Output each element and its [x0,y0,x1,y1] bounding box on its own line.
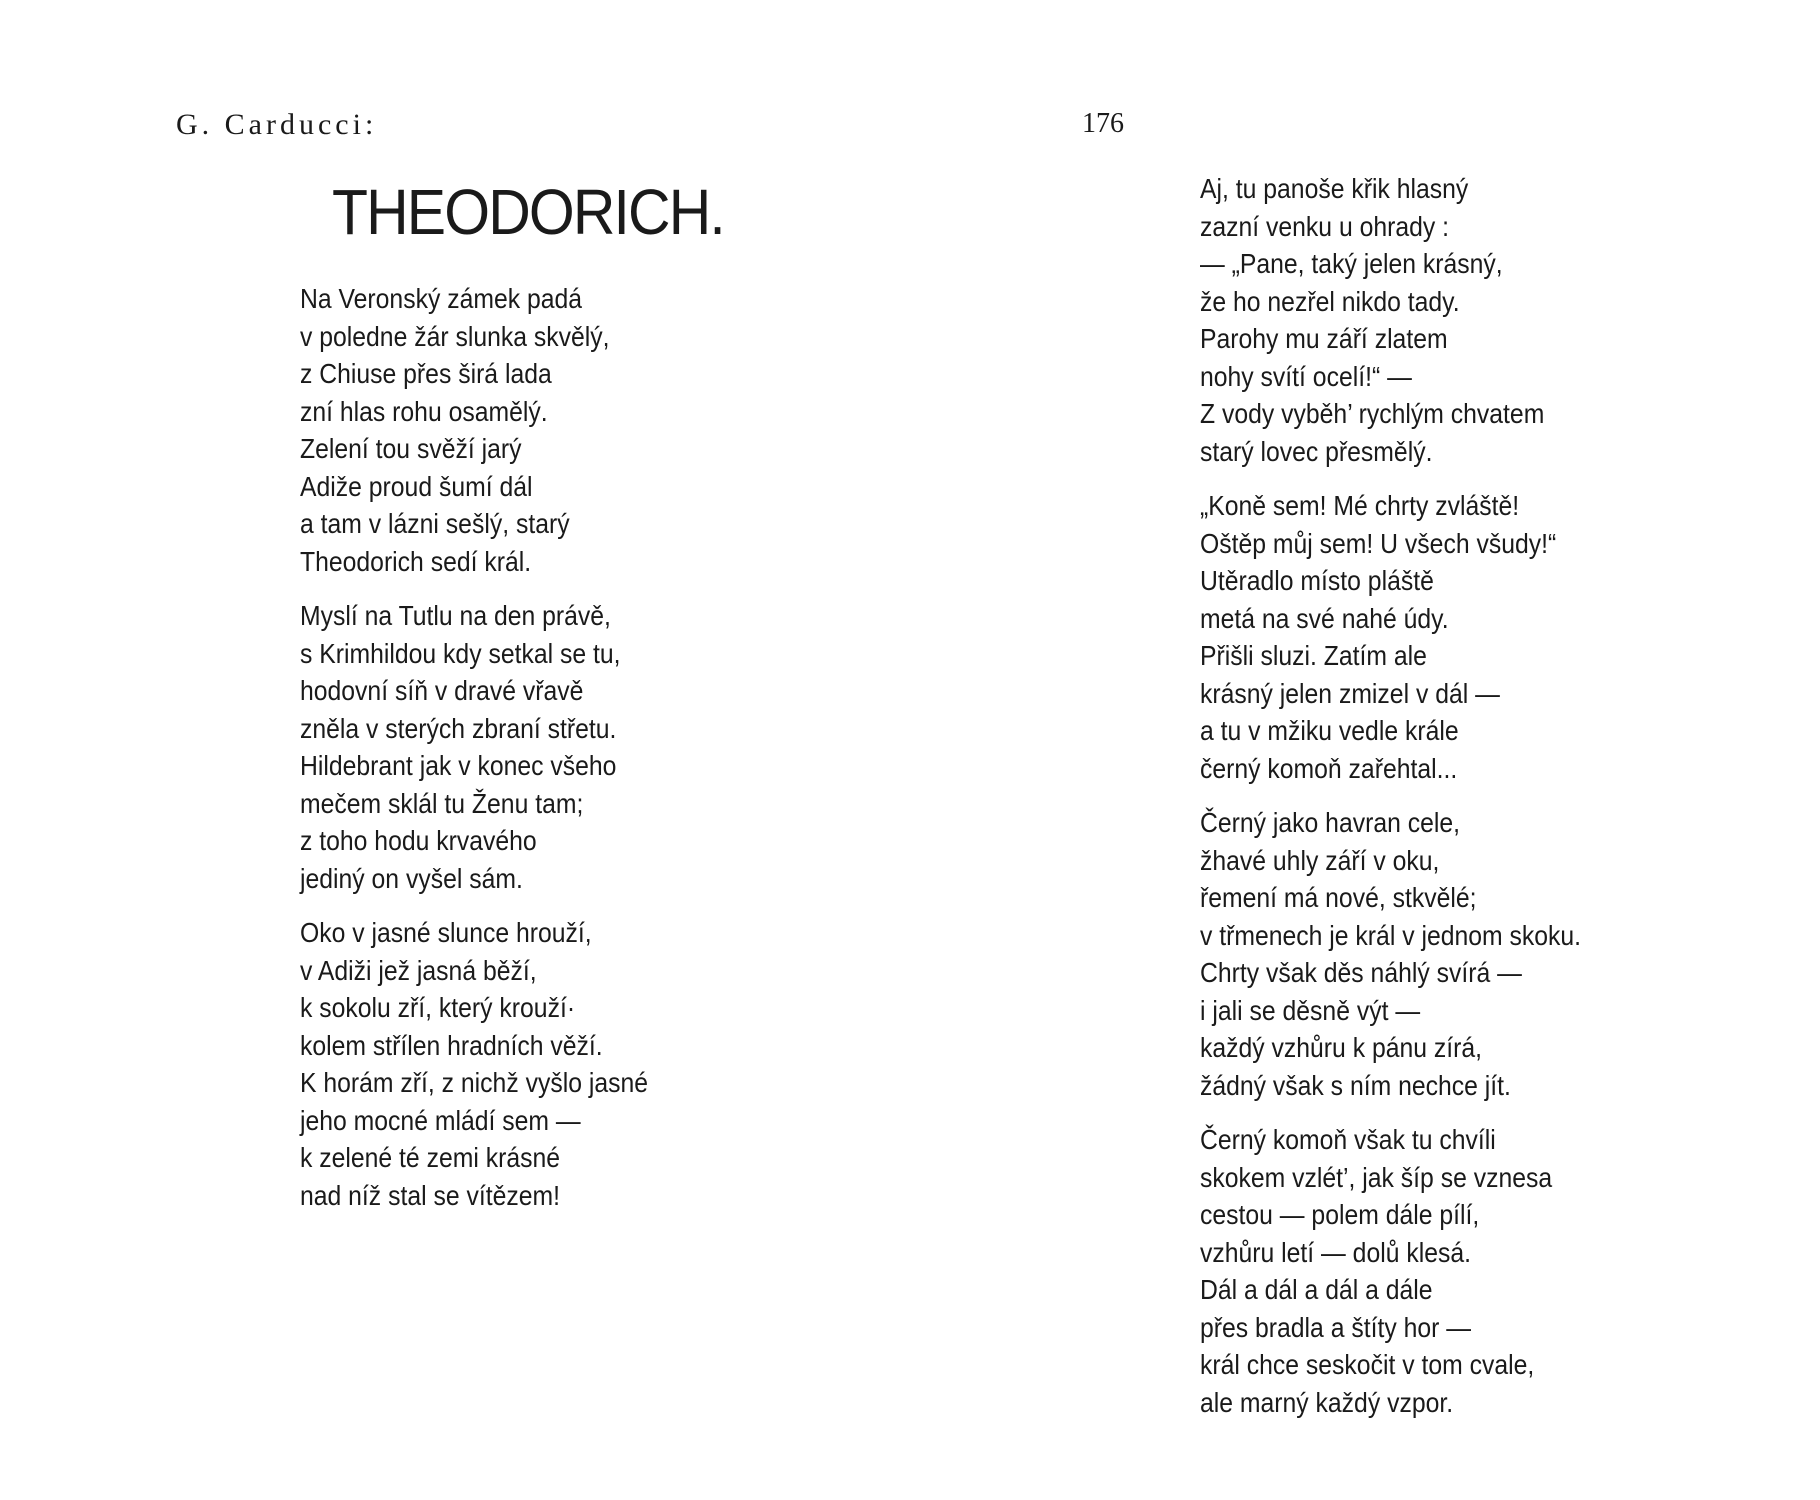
verse-line: Theodorich sedí král. [300,545,532,577]
stanza [1200,1121,1581,1421]
stanza [300,914,648,1214]
verse-line: každý vzhůru k pánu zírá, [1200,1032,1483,1063]
verse-line: Na Veronský zámek padá [300,283,583,314]
verse-line: Aj, tu panoše křik hlasný [1200,173,1469,204]
verse-line: z toho hodu krvavého [300,825,537,856]
verse-line: i jali se děsně výt — [1200,994,1421,1026]
verse-line: jediný on vyšel sám. [300,862,523,894]
verse-line: zazní venku u ohrady : [1200,210,1450,242]
verse-line: metá na své nahé údy. [1200,602,1449,634]
verse-line: nohy svítí ocelí!“ — [1200,360,1412,392]
verse-line: kolem střílen hradních věží. [300,1029,603,1061]
verse-line: Hildebrant jak v konec všeho [300,750,617,781]
verse-line: Černý komoň však tu chvíli [1200,1124,1496,1155]
verse-line: Černý jako havran cele, [1200,807,1461,838]
verse-line: Oštěp můj sem! U všech všudy!“ [1200,527,1557,559]
verse-line: Adiže proud šumí dál [300,470,533,502]
verse-line: Zelení tou svěží jarý [300,433,522,464]
stanza [1200,170,1581,470]
verse-line: že ho nezřel nikdo tady. [1200,285,1460,317]
verse-line: krásný jelen zmizel v dál — [1200,677,1500,709]
verse-line: žhavé uhly září v oku, [1200,844,1440,876]
verse-line: K horám zří, z nichž vyšlo jasné [300,1067,649,1098]
verse-line: Chrty však děs náhlý svírá — [1200,957,1522,988]
stanza [1200,487,1581,787]
verse-line: Přišli sluzi. Zatím ale [1200,640,1427,671]
verse-line: přes bradla a štíty hor — [1200,1311,1471,1343]
stanza [300,280,648,580]
verse-line: skokem vzlét’, jak šíp se vznesa [1200,1161,1553,1193]
verse-line: v Adiži jež jasná běží, [300,954,537,986]
right-column [1200,170,1581,1438]
poem-title: THEODORICH. [332,176,724,248]
verse-line: v poledne žár slunka skvělý, [300,320,610,352]
verse-line: s Krimhildou kdy setkal se tu, [300,637,621,669]
verse-line: Utěradlo místo pláště [1200,565,1434,596]
verse-line: z Chiuse přes širá lada [300,358,552,389]
verse-line: Z vody vyběh’ rychlým chvatem [1200,398,1545,429]
verse-line: král chce seskočit v tom cvale, [1200,1349,1535,1380]
stanza [1200,804,1581,1104]
verse-line: jeho mocné mládí sem — [300,1104,581,1136]
verse-line: nad níž stal se vítězem! [300,1179,561,1211]
verse-line: cestou — polem dále pílí, [1200,1199,1480,1230]
verse-line: zněla v sterých zbraní střetu. [300,712,617,744]
verse-line: hodovní síň v dravé vřavě [300,675,584,706]
verse-line: a tu v mžiku vedle krále [1200,715,1459,746]
verse-line: Parohy mu září zlatem [1200,323,1448,354]
stanza [300,597,648,897]
running-head-author: G. Carducci: [176,108,378,141]
verse-line: k sokolu zří, který krouží· [300,992,576,1023]
left-column [300,280,648,1231]
verse-line: černý komoň zařehtal... [1200,752,1458,784]
verse-line: mečem sklál tu Ženu tam; [300,787,584,819]
verse-line: v třmenech je král v jednom skoku. [1200,919,1582,951]
page-number: 176 [1082,108,1124,139]
verse-line: a tam v lázni sešlý, starý [300,508,570,539]
verse-line: — „Pane, taký jelen krásný, [1200,248,1503,279]
verse-line: zní hlas rohu osamělý. [300,395,548,427]
verse-line: žádný však s ním nechce jít. [1200,1069,1511,1101]
verse-line: „Koně sem! Mé chrty zvláště! [1200,490,1520,521]
verse-line: k zelené té zemi krásné [300,1142,561,1173]
verse-line: řemení má nové, stkvělé; [1200,882,1477,913]
verse-line: vzhůru letí — dolů klesá. [1200,1236,1472,1268]
verse-line: Dál a dál a dál a dále [1200,1274,1433,1305]
verse-line: ale marný každý vzpor. [1200,1386,1454,1418]
verse-line: Myslí na Tutlu na den právě, [300,600,611,631]
verse-line: Oko v jasné slunce hrouží, [300,917,592,948]
verse-line: starý lovec přesmělý. [1200,435,1433,467]
